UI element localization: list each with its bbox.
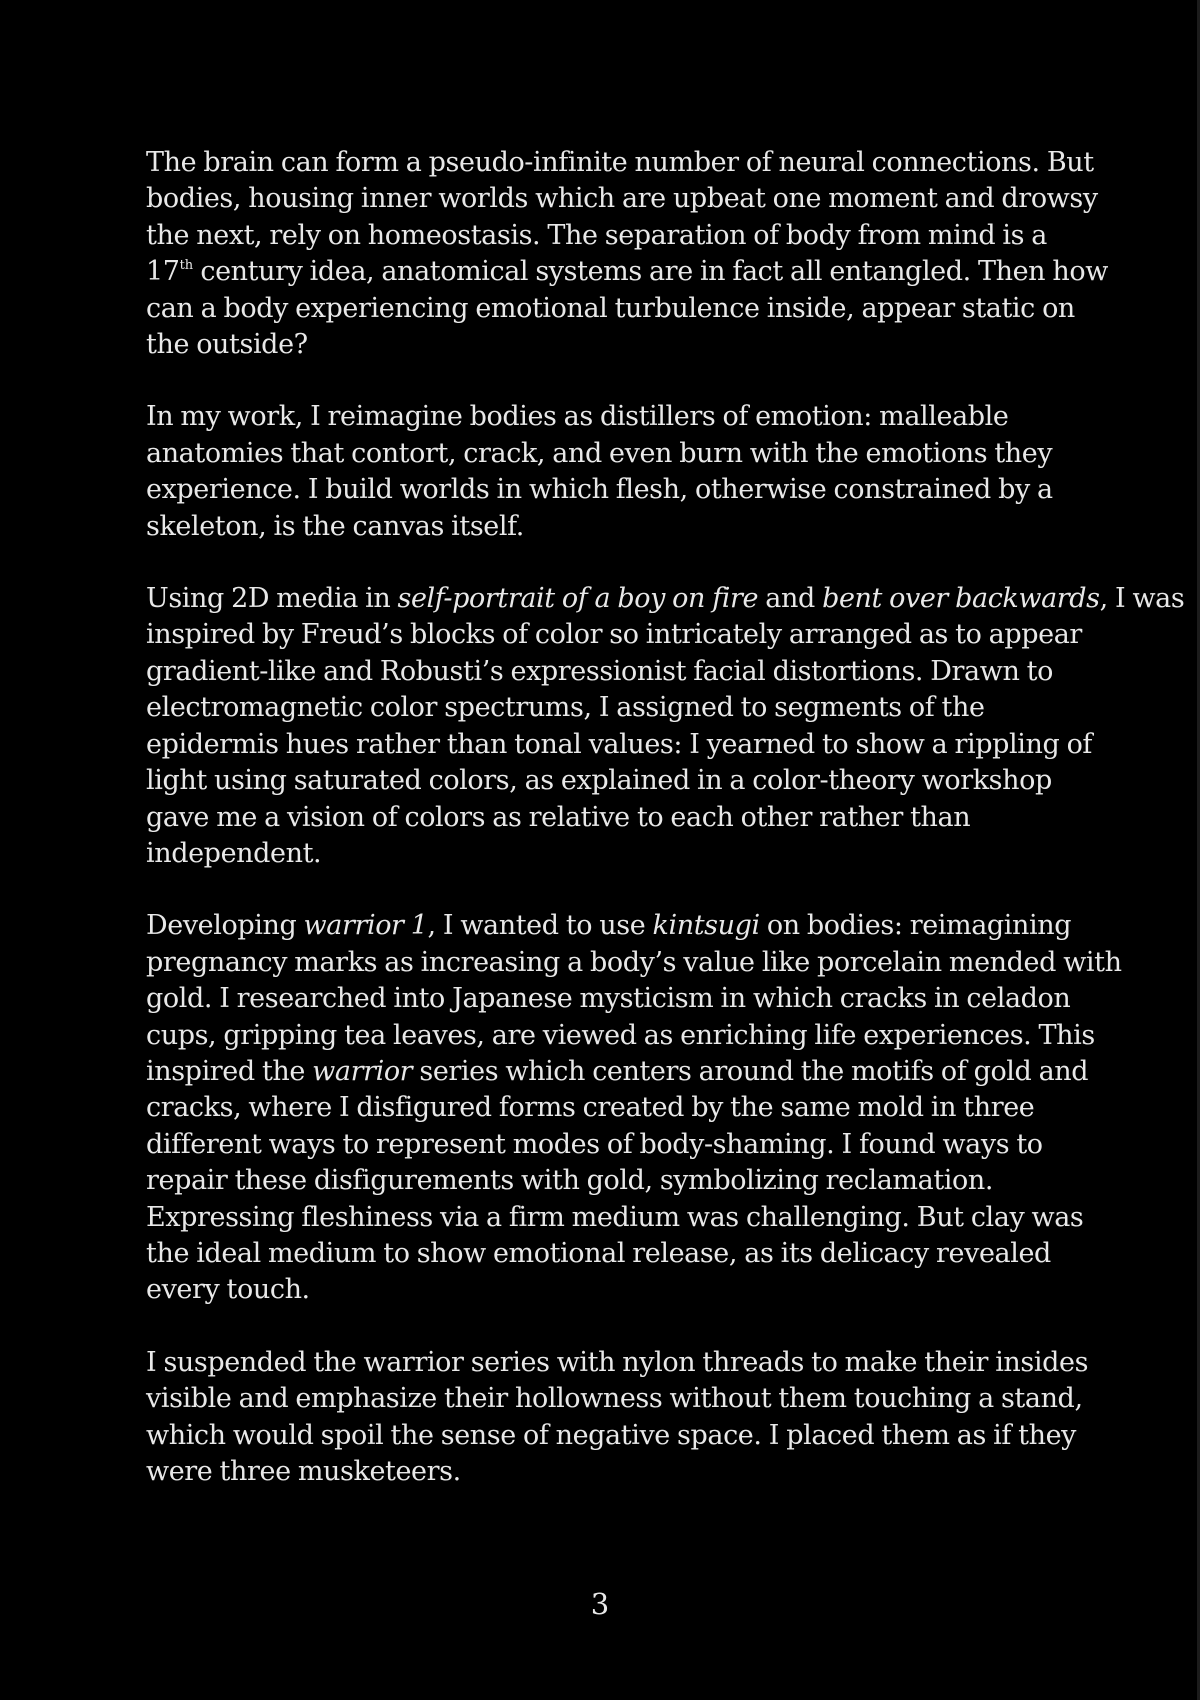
- text-run: and: [758, 583, 823, 615]
- text-line: [146, 1054, 1089, 1090]
- text-run: inspired the: [146, 1055, 313, 1087]
- text-line: [146, 254, 1108, 290]
- text-line: [146, 1454, 1066, 1490]
- page-number: 3: [590, 1587, 610, 1621]
- text-line: [146, 1163, 1066, 1199]
- superscript-text: th: [179, 258, 194, 274]
- text-line: [146, 1418, 1077, 1454]
- text-line: [146, 908, 1072, 944]
- text-line: [146, 1018, 1095, 1054]
- text-run: light using saturated colors, as explained in a color-theory workshop: [146, 765, 1052, 797]
- text-run: cups, gripping tea leaves, are viewed as enriching life experiences. This: [146, 1019, 1095, 1051]
- paragraph: [146, 145, 1108, 363]
- text-run: gold. I researched into Japanese mysticism in which cracks in celadon: [146, 983, 1071, 1015]
- text-run: , I wanted to use: [427, 910, 653, 942]
- text-line: [146, 1200, 1084, 1236]
- text-line: [146, 1345, 1089, 1381]
- paragraph: [146, 1345, 1089, 1491]
- text-line: [146, 581, 1185, 617]
- text-run: which would spoil the sense of negative space. I placed them as if they: [146, 1419, 1077, 1451]
- italic-title: warrior 1: [303, 910, 428, 942]
- text-run: skeleton, is the canvas itself.: [146, 510, 524, 542]
- text-run: cracks, where I disfigured forms created by the same mold in three: [146, 1092, 1035, 1124]
- text-line: [146, 472, 1066, 508]
- text-run: visible and emphasize their hollowness without them touching a stand,: [146, 1383, 1083, 1415]
- text-line: [146, 727, 1093, 763]
- text-run: every touch.: [146, 1274, 310, 1306]
- text-line: [146, 145, 1094, 181]
- text-run: experience. I build worlds in which flesh, otherwise constrained by a: [146, 474, 1053, 506]
- text-run: In my work, I reimagine bodies as distillers of emotion: malleable: [146, 401, 1009, 433]
- text-run: the next, rely on homeostasis. The separation of body from mind is a: [146, 219, 1047, 251]
- text-run: gave me a vision of colors as relative to each other rather than: [146, 801, 971, 833]
- text-run: independent.: [146, 837, 322, 869]
- text-run: the ideal medium to show emotional release, as its delicacy revealed: [146, 1237, 1051, 1269]
- text-run: , I was: [1099, 583, 1185, 615]
- text-line: [146, 436, 1066, 472]
- text-line: [146, 945, 1122, 981]
- text-line: [146, 291, 1075, 327]
- italic-title: bent over backwards: [822, 583, 1100, 615]
- text-run: can a body experiencing emotional turbulence inside, appear static on: [146, 292, 1075, 324]
- text-run: series which centers around the motifs of gold and: [412, 1055, 1089, 1087]
- text-line: [146, 981, 1071, 1017]
- text-run: repair these disfigurements with gold, symbolizing reclamation.: [146, 1165, 994, 1197]
- text-run: gradient-like and Robusti’s expressionist facial distortions. Drawn to: [146, 655, 1053, 687]
- text-line: [146, 181, 1098, 217]
- text-run: 17: [146, 256, 180, 288]
- text-run: Expressing fleshiness via a firm medium was challenging. But clay was: [146, 1201, 1084, 1233]
- text-run: epidermis hues rather than tonal values: I yearned to show a rippling of: [146, 728, 1093, 760]
- text-line: [146, 218, 1066, 254]
- italic-title: warrior: [312, 1055, 413, 1087]
- italic-title: kintsugi: [652, 910, 760, 942]
- text-line: [146, 399, 1066, 435]
- text-line: [146, 654, 1066, 690]
- text-line: [146, 800, 1066, 836]
- body-text: [146, 145, 1185, 1526]
- text-run: inspired by Freud’s blocks of color so intricately arranged as to appear: [146, 619, 1082, 651]
- text-run: The brain can form a pseudo-infinite number of neural connections. But: [146, 147, 1094, 178]
- text-run: Developing: [146, 910, 304, 942]
- text-line: [146, 1090, 1066, 1126]
- italic-title: self-portrait of a boy on fire: [397, 583, 759, 615]
- text-run: I suspended the warrior series with nylon threads to make their insides: [146, 1346, 1089, 1378]
- text-line: [146, 763, 1066, 799]
- text-line: [146, 836, 1066, 872]
- text-line: [146, 1381, 1083, 1417]
- text-run: Using 2D media in: [146, 583, 398, 615]
- text-run: bodies, housing inner worlds which are upbeat one moment and drowsy: [146, 183, 1098, 215]
- text-run: the outside?: [146, 329, 308, 361]
- text-run: different ways to represent modes of body-shaming. I found ways to: [146, 1128, 1043, 1160]
- paragraph: [146, 399, 1066, 545]
- text-line: [146, 1236, 1066, 1272]
- text-run: were three musketeers.: [146, 1456, 461, 1487]
- text-line: [146, 327, 1066, 363]
- text-run: anatomies that contort, crack, and even burn with the emotions they: [146, 437, 1053, 469]
- text-run: century idea, anatomical systems are in fact all entangled. Then how: [193, 256, 1108, 288]
- text-line: [146, 617, 1082, 653]
- text-line: [146, 1127, 1066, 1163]
- text-line: [146, 509, 1066, 545]
- paragraph: [146, 908, 1122, 1308]
- text-run: electromagnetic color spectrums, I assigned to segments of the: [146, 692, 985, 724]
- text-line: [146, 1272, 1066, 1308]
- paragraph: [146, 581, 1185, 872]
- text-run: on bodies: reimagining: [759, 910, 1072, 942]
- text-line: [146, 690, 1066, 726]
- text-run: pregnancy marks as increasing a body’s value like porcelain mended with: [146, 946, 1122, 978]
